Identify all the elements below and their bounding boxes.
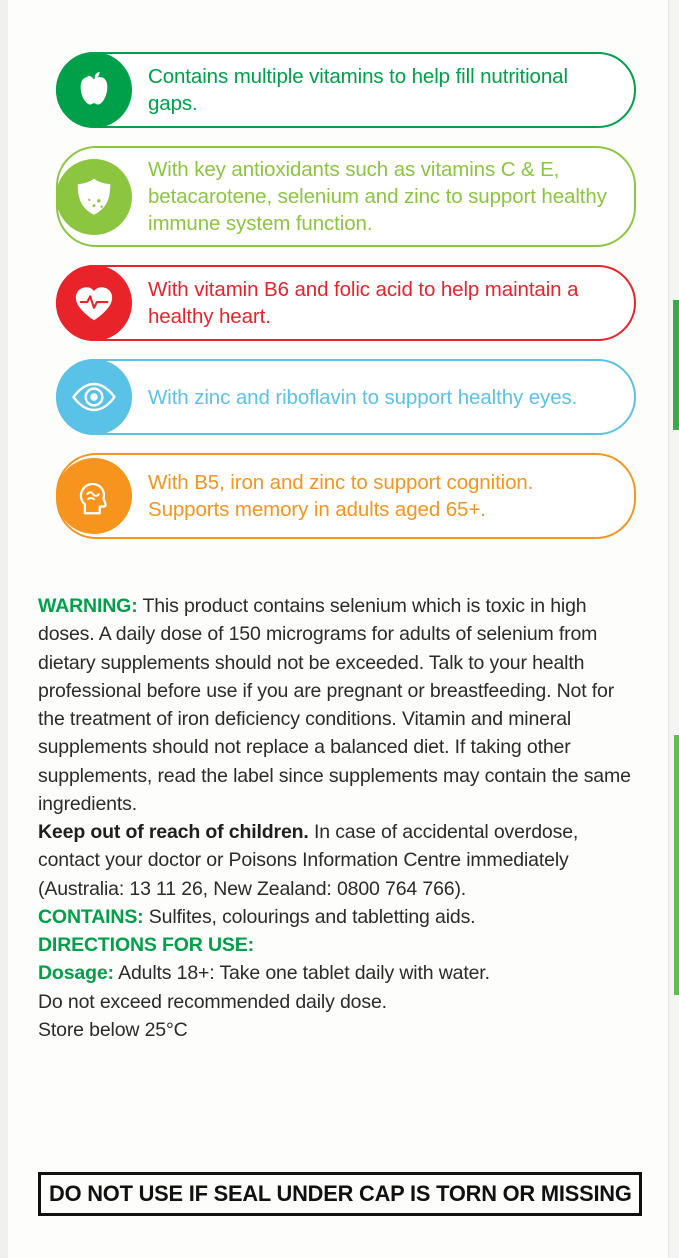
package-right-edge	[668, 0, 679, 1258]
package-edge-accent-bottom	[674, 735, 679, 995]
benefit-item-cognition	[56, 453, 636, 539]
contains-text: Sulfites, colourings and tabletting aids.	[143, 905, 476, 928]
warning-label: WARNING:	[38, 595, 138, 617]
seal-warning-box	[38, 1172, 642, 1216]
dosage-paragraph	[38, 959, 638, 987]
keep-out-text: In case of accidental overdose, contact your doctor or Poisons Information Centre immediately (Australia: 13 11 26, New Zealand: 0800 764 766).	[38, 821, 579, 900]
package-edge-accent-top	[673, 300, 679, 430]
contains-paragraph	[38, 903, 638, 931]
seal-warning-text: DO NOT USE IF SEAL UNDER CAP IS TORN OR MISSING	[48, 1181, 632, 1206]
benefit-text: With key antioxidants such as vitamins C & E, betacarotene, selenium and zinc to support healthy immune system function.	[148, 158, 607, 236]
dosage-text: Adults 18+: Take one tablet daily with water.	[113, 962, 490, 985]
benefit-text: With B5, iron and zinc to support cognition. Supports memory in adults aged 65+.	[148, 471, 534, 522]
benefit-item-heart	[56, 265, 636, 341]
keep-out-paragraph	[38, 818, 638, 903]
apple-icon	[56, 52, 132, 128]
shield-icon	[56, 159, 132, 235]
warning-paragraph	[38, 592, 638, 818]
benefit-text: Contains multiple vitamins to help fill nutritional gaps.	[148, 64, 568, 115]
eye-icon	[56, 359, 132, 435]
directions-label: DIRECTIONS FOR USE:	[38, 934, 254, 957]
contains-label: CONTAINS:	[38, 905, 144, 928]
keep-out-label: Keep out of reach of children.	[38, 821, 309, 844]
heart-icon	[56, 265, 132, 341]
head-brain-icon	[56, 458, 132, 534]
benefit-item-immune	[56, 146, 636, 247]
benefits-list	[56, 52, 636, 557]
benefit-text: With vitamin B6 and folic acid to help maintain a healthy heart.	[148, 278, 579, 329]
benefit-item-eyes	[56, 359, 636, 435]
product-information	[38, 592, 638, 1044]
directions-heading	[38, 931, 638, 959]
warning-text: This product contains selenium which is toxic in high doses. A daily dose of 150 micrograms for adults of selenium from dietary supplements should not be exceeded. Talk to your health professional before use if you are pregnant or breastfeeding. Not for the treatment of iron deficiency conditions. Vitamin and mineral supplements should not replace a balanced diet. If taking other supplements, read the label since supplements may contain the same ingredients.	[38, 595, 631, 815]
dose-note: Do not exceed recommended daily dose.	[38, 990, 387, 1013]
dosage-label: Dosage:	[38, 962, 114, 985]
benefit-item-vitamins	[56, 52, 636, 128]
package-back-panel	[8, 0, 671, 1258]
benefit-text: With zinc and riboflavin to support healthy eyes.	[148, 385, 578, 409]
storage-note: Store below 25°C	[38, 1018, 188, 1041]
